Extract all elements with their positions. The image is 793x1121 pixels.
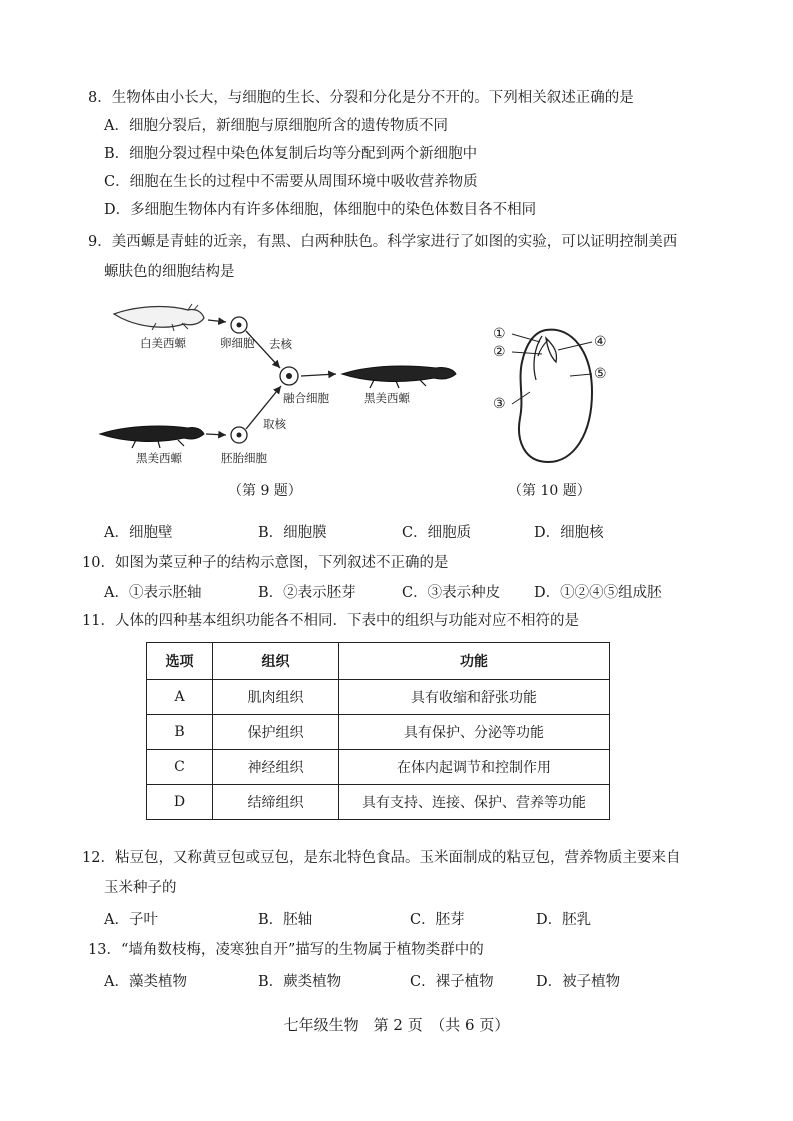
q9-option-c: C．细胞质 xyxy=(402,525,472,541)
q12-stem-line2: 玉米种子的 xyxy=(104,880,177,896)
label-black-axolotl: 黑美西螈 xyxy=(136,451,182,465)
cell-function: 具有收缩和舒张功能 xyxy=(339,680,610,715)
bean-seed-drawing xyxy=(519,330,592,462)
q10-figure-caption: （第 10 题） xyxy=(508,483,591,499)
q11-table xyxy=(146,642,610,820)
white-axolotl-drawing xyxy=(114,304,204,331)
header-tissue: 组织 xyxy=(213,643,339,680)
label-remove-nucleus: 去核 xyxy=(269,337,292,351)
q12-option-d: D．胚乳 xyxy=(536,912,592,928)
q13-option-a: A．藻类植物 xyxy=(104,974,187,990)
q13-stem: 13．“墙角数枝梅，凌寒独自开”描写的生物属于植物类群中的 xyxy=(88,942,484,958)
cell-option: C xyxy=(147,750,213,785)
q13-option-d: D．被子植物 xyxy=(536,974,621,990)
q10-option-d: D．①②④⑤组成胚 xyxy=(534,585,662,601)
q8-option-b: B．细胞分裂过程中染色体复制后均等分配到两个新细胞中 xyxy=(104,146,478,162)
label-black-result: 黑美西螈 xyxy=(364,391,410,405)
seed-label-2: ② xyxy=(493,344,506,360)
black-result-axolotl-drawing xyxy=(342,366,456,388)
q9-option-a: A．细胞壁 xyxy=(104,525,173,541)
q12-option-c: C．胚芽 xyxy=(410,912,465,928)
q8-stem: 8．生物体由小长大，与细胞的生长、分裂和分化是分不开的。下列相关叙述正确的是 xyxy=(88,90,634,106)
cell-tissue: 神经组织 xyxy=(213,750,339,785)
q10-option-b: B．②表示胚芽 xyxy=(258,585,356,601)
cell-function: 具有保护、分泌等功能 xyxy=(339,715,610,750)
cell-tissue: 结缔组织 xyxy=(213,785,339,820)
cell-option: A xyxy=(147,680,213,715)
table-row xyxy=(147,750,610,785)
cell-function: 具有支持、连接、保护、营养等功能 xyxy=(339,785,610,820)
label-fused-cell: 融合细胞 xyxy=(283,391,329,405)
header-function: 功能 xyxy=(339,643,610,680)
q8-option-a: A．细胞分裂后，新细胞与原细胞所含的遗传物质不同 xyxy=(104,118,448,134)
seed-label-5: ⑤ xyxy=(594,366,607,382)
table-row xyxy=(147,680,610,715)
q8-option-c: C．细胞在生长的过程中不需要从周围环境中吸收营养物质 xyxy=(104,174,478,190)
q9-option-b: B．细胞膜 xyxy=(258,525,327,541)
q12-option-b: B．胚轴 xyxy=(258,912,313,928)
table-header-row xyxy=(147,643,610,680)
cell-option: B xyxy=(147,715,213,750)
label-take-nucleus: 取核 xyxy=(263,417,286,431)
q9-figure-caption: （第 9 题） xyxy=(228,483,302,499)
arrow-white-to-egg xyxy=(208,320,226,322)
q13-option-b: B．蕨类植物 xyxy=(258,974,342,990)
label-egg-cell: 卵细胞 xyxy=(220,336,255,350)
header-option: 选项 xyxy=(147,643,213,680)
label-white-axolotl: 白美西螈 xyxy=(140,336,186,350)
table-row xyxy=(147,785,610,820)
q10-stem: 10．如图为菜豆种子的结构示意图，下列叙述不正确的是 xyxy=(82,555,449,571)
cell-option: D xyxy=(147,785,213,820)
q9-option-d: D．细胞核 xyxy=(534,525,604,541)
cell-function: 在体内起调节和控制作用 xyxy=(339,750,610,785)
q10-figure xyxy=(488,322,628,472)
q11-stem: 11．人体的四种基本组织功能各不相同．下表中的组织与功能对应不相符的是 xyxy=(82,613,579,629)
table-row xyxy=(147,715,610,750)
q10-option-c: C．③表示种皮 xyxy=(402,585,501,601)
seed-label-4: ④ xyxy=(594,334,607,350)
label-embryo-cell: 胚胎细胞 xyxy=(221,451,267,465)
q10-option-a: A．①表示胚轴 xyxy=(104,585,202,601)
q9-figure xyxy=(96,296,466,506)
cell-tissue: 肌肉组织 xyxy=(213,680,339,715)
arrow-black-to-embryo xyxy=(206,434,226,435)
page-footer: 七年级生物 第 2 页 （共 6 页） xyxy=(283,1016,510,1034)
q12-option-a: A．子叶 xyxy=(104,912,158,928)
arrow-fused-to-result xyxy=(301,374,336,376)
q9-stem-line2: 螈肤色的细胞结构是 xyxy=(104,264,235,280)
q8-option-d: D．多细胞生物体内有许多体细胞，体细胞中的染色体数目各不相同 xyxy=(104,202,537,218)
seed-label-3: ③ xyxy=(493,396,506,412)
q12-stem-line1: 12．粘豆包，又称黄豆包或豆包，是东北特色食品。玉米面制成的粘豆包，营养物质主要来自 xyxy=(82,850,681,866)
q13-option-c: C．裸子植物 xyxy=(410,974,494,990)
black-axolotl-drawing xyxy=(100,426,204,448)
q9-stem-line1: 9．美西螈是青蛙的近亲，有黑、白两种肤色。科学家进行了如图的实验，可以证明控制美西 xyxy=(88,234,678,250)
cell-tissue: 保护组织 xyxy=(213,715,339,750)
seed-label-1: ① xyxy=(493,326,506,342)
